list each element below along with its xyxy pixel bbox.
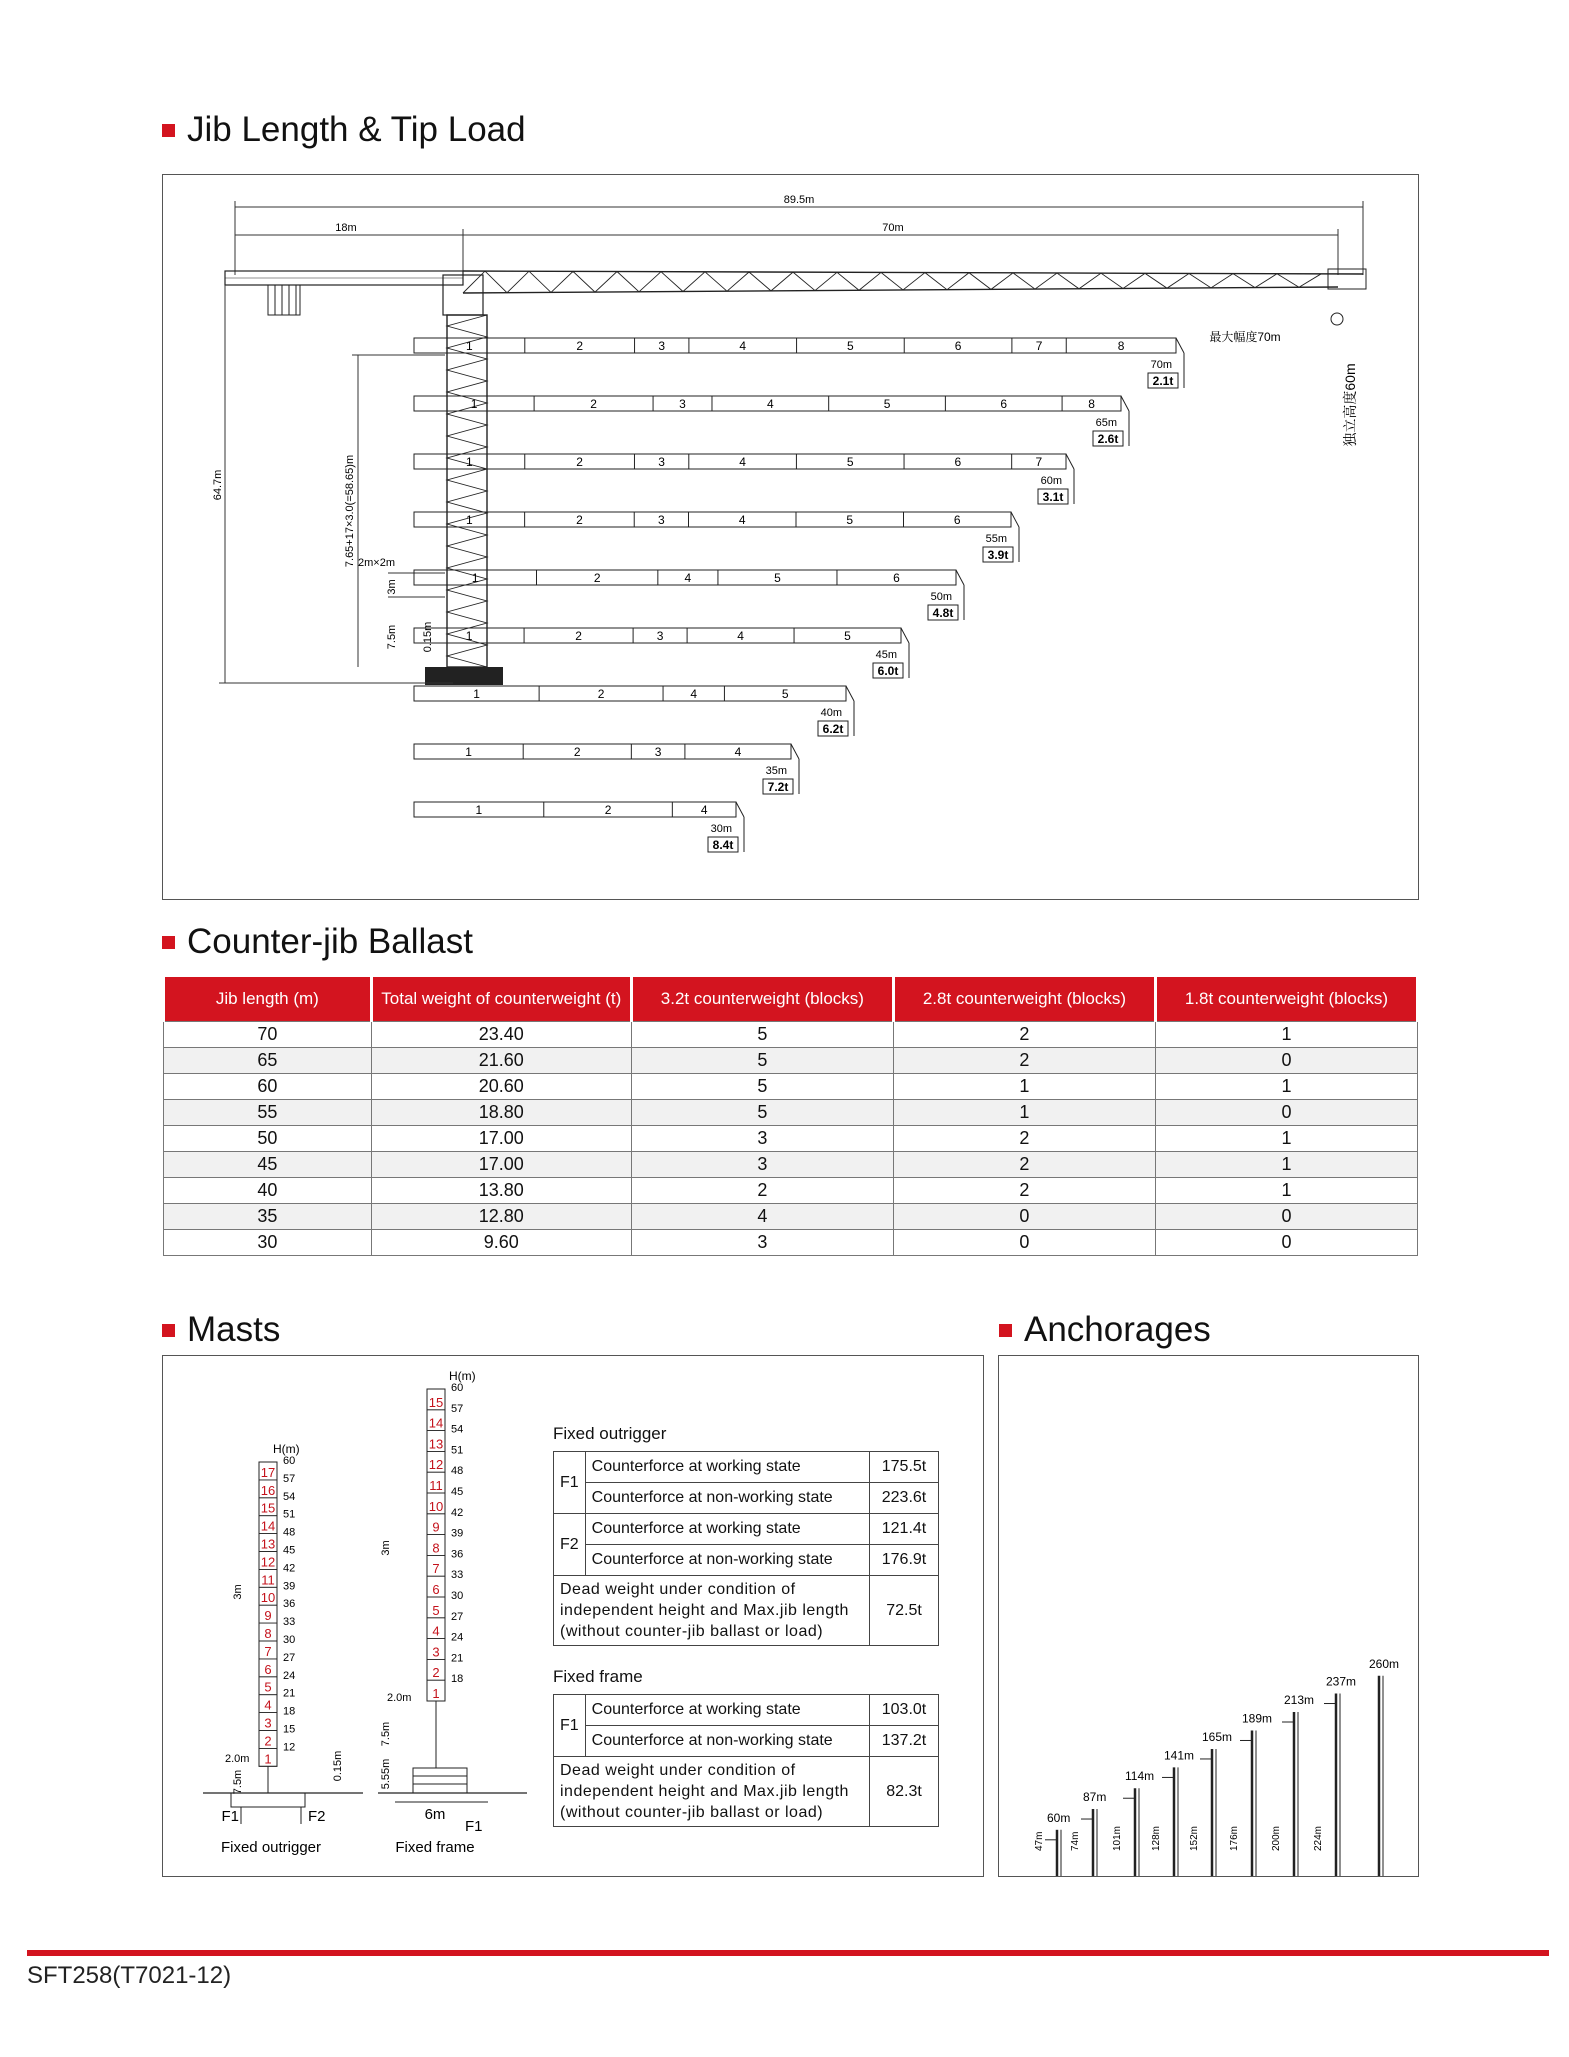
mast-section-number: 13 — [260, 1536, 276, 1552]
segment-label: 2 — [576, 339, 584, 353]
radius-label: 60m — [1040, 475, 1062, 487]
segment-label: 6 — [1000, 397, 1008, 411]
mast-height-label: 36 — [451, 1548, 464, 1561]
mast-height-label: 21 — [451, 1652, 464, 1665]
tower-height-label: 60m — [1047, 1810, 1071, 1825]
table-cell: 18.80 — [371, 1100, 631, 1126]
table-cell: 23.40 — [371, 1022, 631, 1048]
segment-label: 4 — [739, 455, 746, 469]
mast-height-label: 42 — [283, 1562, 296, 1575]
segment-label: 4 — [738, 513, 746, 527]
segment-label: 4 — [739, 339, 747, 353]
table-cell: 17.00 — [371, 1152, 631, 1178]
mast-height-label: 24 — [283, 1669, 296, 1682]
table-cell: 1 — [893, 1074, 1155, 1100]
mast-height-label: 39 — [451, 1527, 464, 1540]
force-value: 223.6t — [870, 1483, 939, 1514]
mast-section-number: 11 — [429, 1478, 443, 1493]
mast-section-number: 7 — [432, 1561, 440, 1577]
segment-label: 6 — [893, 571, 900, 585]
jib-section-title — [162, 110, 526, 150]
dead-weight-label: Dead weight under condition of independent height and Max.jib length (without counter-jib ballast or load) — [554, 1757, 870, 1827]
table-cell: 0 — [1155, 1204, 1417, 1230]
mast-height-label: 27 — [283, 1651, 296, 1664]
mast-section-number: 11 — [261, 1572, 275, 1588]
anchor-height-label: 128m — [1151, 1825, 1162, 1851]
segment-label: 6 — [953, 513, 961, 527]
segment-label: 8 — [1117, 339, 1125, 353]
load-label: 6.0t — [877, 664, 899, 678]
force-label: Counterforce at non-working state — [585, 1545, 869, 1576]
mast-section-number: 10 — [428, 1498, 444, 1514]
table-cell: 65 — [164, 1048, 372, 1074]
table-cell: 20.60 — [371, 1074, 631, 1100]
segment-label: 6 — [954, 455, 962, 469]
tower-height-label: 213m — [1284, 1692, 1315, 1707]
force-label: Counterforce at non-working state — [585, 1726, 869, 1757]
jib-truss — [463, 269, 1366, 325]
table-cell: 3 — [631, 1152, 893, 1178]
mast-height-label: 33 — [451, 1569, 464, 1582]
dim-total-label: 89.5m — [783, 194, 815, 206]
jib-title-text: Jib Length & Tip Load — [187, 110, 526, 149]
segment-label: 2 — [604, 803, 612, 817]
mast-section-number: 2 — [264, 1733, 272, 1749]
ballast-table — [162, 977, 1419, 1256]
table-cell: 2 — [893, 1126, 1155, 1152]
mast-height-label: 33 — [283, 1616, 296, 1629]
force-value: 137.2t — [870, 1726, 939, 1757]
mast-height-label: 30 — [283, 1634, 296, 1646]
table-cell: 2 — [631, 1178, 893, 1204]
table-cell: 0 — [893, 1230, 1155, 1256]
masts-frame — [162, 1355, 984, 1877]
segment-label: 1 — [465, 629, 473, 643]
mast-section-number: 6 — [432, 1582, 440, 1597]
header-total-weight: Total weight of counterweight (t) — [371, 977, 631, 1022]
table-cell: 1 — [1155, 1178, 1417, 1204]
segment-label: 2 — [573, 745, 581, 759]
mast-section-number: 12 — [428, 1457, 444, 1473]
mast-height-label: 57 — [283, 1472, 296, 1485]
bullet-square-icon — [162, 936, 175, 949]
radius-label: 40m — [820, 707, 842, 719]
table-cell: 0 — [1155, 1100, 1417, 1126]
load-label: 6.2t — [822, 722, 844, 736]
mast-section-number: 7 — [264, 1643, 272, 1659]
segment-label: 1 — [466, 455, 473, 469]
segment-label: 5 — [846, 455, 854, 469]
dim-7-5m-label: 7.5m — [386, 624, 398, 650]
mast-height-label: 24 — [451, 1631, 464, 1644]
jib-configurations — [414, 338, 1184, 852]
segment-label: 6 — [954, 339, 962, 353]
segment-label: 2 — [590, 397, 597, 411]
table-cell: 1 — [1155, 1126, 1417, 1152]
ballast-header-row — [164, 977, 1418, 1022]
load-label: 7.2t — [767, 780, 789, 794]
crane-diagram — [163, 175, 1417, 898]
radius-label: 35m — [765, 765, 787, 777]
mast-section-number: 6 — [264, 1661, 272, 1677]
table-cell: 13.80 — [371, 1178, 631, 1204]
segment-label: 8 — [1088, 397, 1095, 411]
h-label-frame: H(m) — [449, 1369, 476, 1383]
segment-label: 5 — [883, 397, 891, 411]
frame-2m-dim: 2.0m — [387, 1692, 412, 1704]
segment-label: 5 — [774, 571, 781, 585]
segment-label: 4 — [734, 745, 742, 759]
segment-label: 1 — [475, 803, 483, 817]
dim-0-15m-label: 0.15m — [422, 621, 434, 653]
f1-label: F1 — [554, 1452, 586, 1514]
anchorages-title-text: Anchorages — [1024, 1310, 1211, 1349]
jib-tip-line — [901, 628, 909, 643]
bullet-square-icon — [999, 1324, 1012, 1337]
segment-label: 7 — [1035, 455, 1043, 469]
mast-section-number: 4 — [264, 1697, 272, 1713]
mast-section-number: 8 — [432, 1540, 440, 1556]
mast-height-label: 18 — [283, 1705, 296, 1718]
outrigger-f2: F2 — [308, 1808, 326, 1825]
anchor-height-label: 176m — [1229, 1825, 1240, 1851]
force-label: Counterforce at working state — [585, 1514, 869, 1545]
frame-6m-dim: 6m — [424, 1806, 446, 1823]
table-cell: 12.80 — [371, 1204, 631, 1230]
dead-weight-value: 72.5t — [870, 1576, 939, 1646]
segment-label: 2 — [597, 687, 605, 701]
radius-label: 70m — [1150, 359, 1172, 371]
radius-label: 55m — [985, 533, 1007, 545]
radius-label: 65m — [1095, 417, 1117, 429]
ballast-title-text: Counter-jib Ballast — [187, 922, 473, 961]
header-2-8t: 2.8t counterweight (blocks) — [893, 977, 1155, 1022]
mast-section-number: 1 — [264, 1751, 272, 1767]
anchorages-frame — [998, 1355, 1419, 1877]
tower-height-label: 141m — [1164, 1748, 1195, 1763]
max-radius-label: 最大幅度70m — [1209, 330, 1281, 344]
mast-section-number: 13 — [428, 1436, 444, 1452]
load-label: 8.4t — [712, 838, 734, 852]
mast-height-label: 54 — [283, 1490, 296, 1503]
mast-section-number: 1 — [432, 1686, 440, 1701]
table-cell: 35 — [164, 1204, 372, 1230]
load-label: 2.6t — [1097, 432, 1119, 446]
force-label: Counterforce at working state — [585, 1452, 869, 1483]
table-cell: 1 — [893, 1100, 1155, 1126]
segment-label: 3 — [658, 455, 665, 469]
mast-height-label: 18 — [451, 1673, 464, 1686]
anchor-height-label: 74m — [1070, 1831, 1081, 1851]
jib-config-bar — [414, 512, 1011, 527]
segment-label: 2 — [576, 513, 583, 527]
outrigger-0-15m-dim: 0.15m — [332, 1750, 344, 1782]
mast-section-number: 9 — [264, 1608, 272, 1624]
jib-config-bar — [414, 338, 1176, 353]
jib-tip-line — [736, 802, 744, 817]
load-label: 3.1t — [1042, 490, 1064, 504]
tower-mast — [425, 315, 503, 685]
dim-counter-jib-label: 18m — [335, 222, 357, 234]
table-row — [164, 1126, 1418, 1152]
table-cell: 5 — [631, 1100, 893, 1126]
dim-mast-size-label: 2m×2m — [358, 557, 395, 569]
jib-tip-line — [956, 570, 964, 585]
table-row — [164, 1022, 1418, 1048]
mast-height-label: 27 — [451, 1610, 464, 1623]
mast-height-label: 36 — [283, 1598, 296, 1611]
mast-height-label: 60 — [451, 1382, 464, 1394]
mast-section-number: 16 — [260, 1482, 276, 1498]
anchorages-section-title — [999, 1310, 1211, 1350]
segment-label: 2 — [593, 571, 601, 585]
mast-section-number: 8 — [264, 1626, 272, 1641]
segment-label: 4 — [690, 687, 698, 701]
mast-section-number: 17 — [260, 1464, 276, 1480]
table-cell: 2 — [893, 1152, 1155, 1178]
mast-height-label: 15 — [283, 1723, 296, 1736]
load-label: 4.8t — [932, 606, 954, 620]
table-cell: 21.60 — [371, 1048, 631, 1074]
table-cell: 2 — [893, 1178, 1155, 1204]
mast-section-number: 15 — [428, 1394, 444, 1410]
table-cell: 30 — [164, 1230, 372, 1256]
segment-label: 4 — [737, 629, 744, 643]
bullet-square-icon — [162, 124, 175, 137]
frame-3m-dim: 3m — [380, 1540, 392, 1556]
segment-label: 1 — [465, 513, 473, 527]
footer-model: SFT258(T7021-12) — [27, 1962, 232, 1989]
dim-jib-label: 70m — [882, 222, 904, 234]
table-cell: 3 — [631, 1230, 893, 1256]
tower-height-label: 260m — [1369, 1656, 1400, 1671]
dead-weight-label: Dead weight under condition of independent height and Max.jib length (without counter-jib ballast or load) — [554, 1576, 870, 1646]
force-value: 176.9t — [870, 1545, 939, 1576]
mast-section-number: 3 — [432, 1644, 440, 1660]
mast-height-label: 54 — [451, 1423, 464, 1436]
counter-jib — [225, 271, 463, 315]
header-jib-length: Jib length (m) — [164, 977, 372, 1022]
anchor-height-label: 101m — [1112, 1825, 1123, 1851]
tower-height-label: 189m — [1242, 1711, 1273, 1726]
force-value: 175.5t — [870, 1452, 939, 1483]
segment-label: 3 — [658, 339, 666, 353]
table-row — [164, 1048, 1418, 1074]
mast-section-number: 12 — [260, 1554, 276, 1570]
table-row — [164, 1152, 1418, 1178]
mast-section-number: 4 — [432, 1623, 440, 1639]
outrigger-3m-dim: 3m — [232, 1584, 244, 1600]
segment-label: 1 — [470, 397, 478, 411]
table-cell: 50 — [164, 1126, 372, 1152]
mast-height-label: 60 — [283, 1455, 296, 1467]
table-row — [164, 1230, 1418, 1256]
segment-label: 3 — [658, 513, 665, 527]
table-cell: 1 — [1155, 1022, 1417, 1048]
jib-config-bar — [414, 802, 736, 817]
table-row — [164, 1178, 1418, 1204]
segment-label: 5 — [846, 513, 854, 527]
masts-title-text: Masts — [187, 1310, 281, 1349]
mast-height-label: 39 — [283, 1580, 296, 1593]
table-cell: 2 — [893, 1048, 1155, 1074]
segment-label: 1 — [465, 745, 472, 759]
anchor-height-label: 200m — [1271, 1825, 1282, 1851]
mast-section-number: 14 — [260, 1518, 276, 1534]
load-label: 2.1t — [1152, 374, 1174, 388]
ballast-section-title — [162, 922, 473, 962]
jib-tip-line — [1176, 338, 1184, 353]
table-cell: 4 — [631, 1204, 893, 1230]
force-value: 103.0t — [870, 1695, 939, 1726]
segment-label: 4 — [700, 803, 708, 817]
outrigger-2m-dim: 2.0m — [225, 1753, 250, 1765]
table-cell: 0 — [1155, 1230, 1417, 1256]
table-cell: 5 — [631, 1074, 893, 1100]
tower-height-label: 114m — [1125, 1769, 1155, 1784]
h-label-outrigger: H(m) — [273, 1442, 300, 1456]
mast-section-number: 10 — [260, 1590, 276, 1606]
tower-height-label: 165m — [1202, 1729, 1233, 1744]
table-cell: 45 — [164, 1152, 372, 1178]
table-cell: 17.00 — [371, 1126, 631, 1152]
jib-diagram-frame — [162, 174, 1419, 900]
segment-label: 3 — [656, 629, 664, 643]
frame-force-table — [553, 1694, 939, 1827]
segment-label: 5 — [847, 339, 854, 353]
table-cell: 70 — [164, 1022, 372, 1048]
segment-label: 3 — [654, 745, 662, 759]
radius-label: 30m — [710, 823, 732, 835]
anchor-height-label: 47m — [1034, 1831, 1045, 1851]
outrigger-force-table — [553, 1451, 939, 1646]
free-height-label: 独立高度60m — [1342, 363, 1358, 447]
jib-tip-line — [846, 686, 854, 701]
outrigger-table-title: Fixed outrigger — [553, 1424, 667, 1443]
frame-f1: F1 — [465, 1818, 483, 1835]
table-cell: 3 — [631, 1126, 893, 1152]
table-cell: 9.60 — [371, 1230, 631, 1256]
mast-height-label: 12 — [283, 1741, 296, 1754]
force-value: 121.4t — [870, 1514, 939, 1545]
segment-label: 1 — [466, 339, 473, 353]
dim-3m-label: 3m — [386, 579, 398, 595]
header-1-8t: 1.8t counterweight (blocks) — [1155, 977, 1417, 1022]
segment-label: 3 — [679, 397, 686, 411]
bullet-square-icon — [162, 1324, 175, 1337]
segment-label: 2 — [576, 455, 583, 469]
table-row — [164, 1074, 1418, 1100]
segment-label: 5 — [781, 687, 789, 701]
outrigger-7-5m-dim: 7.5m — [232, 1769, 244, 1795]
table-cell: 40 — [164, 1178, 372, 1204]
table-cell: 2 — [893, 1022, 1155, 1048]
table-cell: 1 — [1155, 1074, 1417, 1100]
force-label: Counterforce at non-working state — [585, 1483, 869, 1514]
mast-section-number: 3 — [264, 1715, 272, 1731]
mast-height-label: 21 — [283, 1687, 296, 1700]
table-row — [164, 1100, 1418, 1126]
masts-section-title — [162, 1310, 280, 1350]
anchorages-diagram — [999, 1356, 1417, 1876]
segment-label: 4 — [684, 571, 692, 585]
anchor-height-label: 224m — [1313, 1825, 1324, 1851]
mast-height-label: 51 — [451, 1444, 464, 1457]
mast-section-number: 14 — [428, 1415, 444, 1431]
tower-height-label: 87m — [1083, 1790, 1107, 1805]
jib-tip-line — [1066, 454, 1074, 469]
table-cell: 5 — [631, 1048, 893, 1074]
frame-caption: Fixed frame — [395, 1839, 475, 1856]
frame-7-5m-dim: 7.5m — [380, 1721, 392, 1747]
radius-label: 45m — [875, 649, 897, 661]
header-3-2t: 3.2t counterweight (blocks) — [631, 977, 893, 1022]
mast-section-number: 2 — [432, 1665, 440, 1681]
mast-height-label: 45 — [283, 1544, 296, 1557]
segment-label: 7 — [1035, 339, 1043, 353]
segment-label: 1 — [471, 571, 479, 585]
segment-label: 4 — [766, 397, 774, 411]
dim-height-label: 64.7m — [212, 469, 224, 501]
jib-tip-line — [1011, 512, 1019, 527]
load-label: 3.9t — [987, 548, 1009, 562]
mast-section-number: 15 — [260, 1500, 276, 1516]
radius-label: 50m — [930, 591, 952, 603]
f1-label: F1 — [554, 1695, 586, 1757]
jib-tip-line — [791, 744, 799, 759]
footer-rule — [27, 1950, 1549, 1956]
table-cell: 60 — [164, 1074, 372, 1100]
table-cell: 0 — [1155, 1048, 1417, 1074]
segment-label: 2 — [575, 629, 582, 643]
table-cell: 55 — [164, 1100, 372, 1126]
outrigger-f1: F1 — [221, 1808, 239, 1825]
mast-height-label: 45 — [451, 1486, 464, 1498]
dim-mast-formula-label: 7.65+17×3.0(=58.65)m — [344, 454, 356, 568]
anchor-height-label: 152m — [1189, 1825, 1200, 1851]
table-cell: 5 — [631, 1022, 893, 1048]
table-cell: 1 — [1155, 1152, 1417, 1178]
mast-height-label: 57 — [451, 1402, 464, 1415]
mast-height-label: 30 — [451, 1590, 464, 1602]
segment-label: 1 — [473, 687, 480, 701]
mast-height-label: 42 — [451, 1506, 464, 1519]
frame-table-title: Fixed frame — [553, 1667, 643, 1686]
mast-section-number: 5 — [264, 1679, 272, 1695]
mast-height-label: 51 — [283, 1508, 296, 1521]
f2-label: F2 — [554, 1514, 586, 1576]
mast-section-number: 5 — [432, 1602, 440, 1618]
mast-section-number: 9 — [432, 1519, 440, 1535]
dead-weight-value: 82.3t — [870, 1757, 939, 1827]
jib-tip-line — [1121, 396, 1129, 411]
frame-5-55m-dim: 5.55m — [380, 1758, 392, 1790]
mast-height-label: 48 — [451, 1465, 464, 1478]
tower-height-label: 237m — [1326, 1674, 1357, 1689]
table-row — [164, 1204, 1418, 1230]
segment-label: 5 — [844, 629, 851, 643]
force-label: Counterforce at working state — [585, 1695, 869, 1726]
outrigger-caption: Fixed outrigger — [220, 1839, 322, 1856]
mast-height-label: 48 — [283, 1526, 296, 1539]
table-cell: 0 — [893, 1204, 1155, 1230]
